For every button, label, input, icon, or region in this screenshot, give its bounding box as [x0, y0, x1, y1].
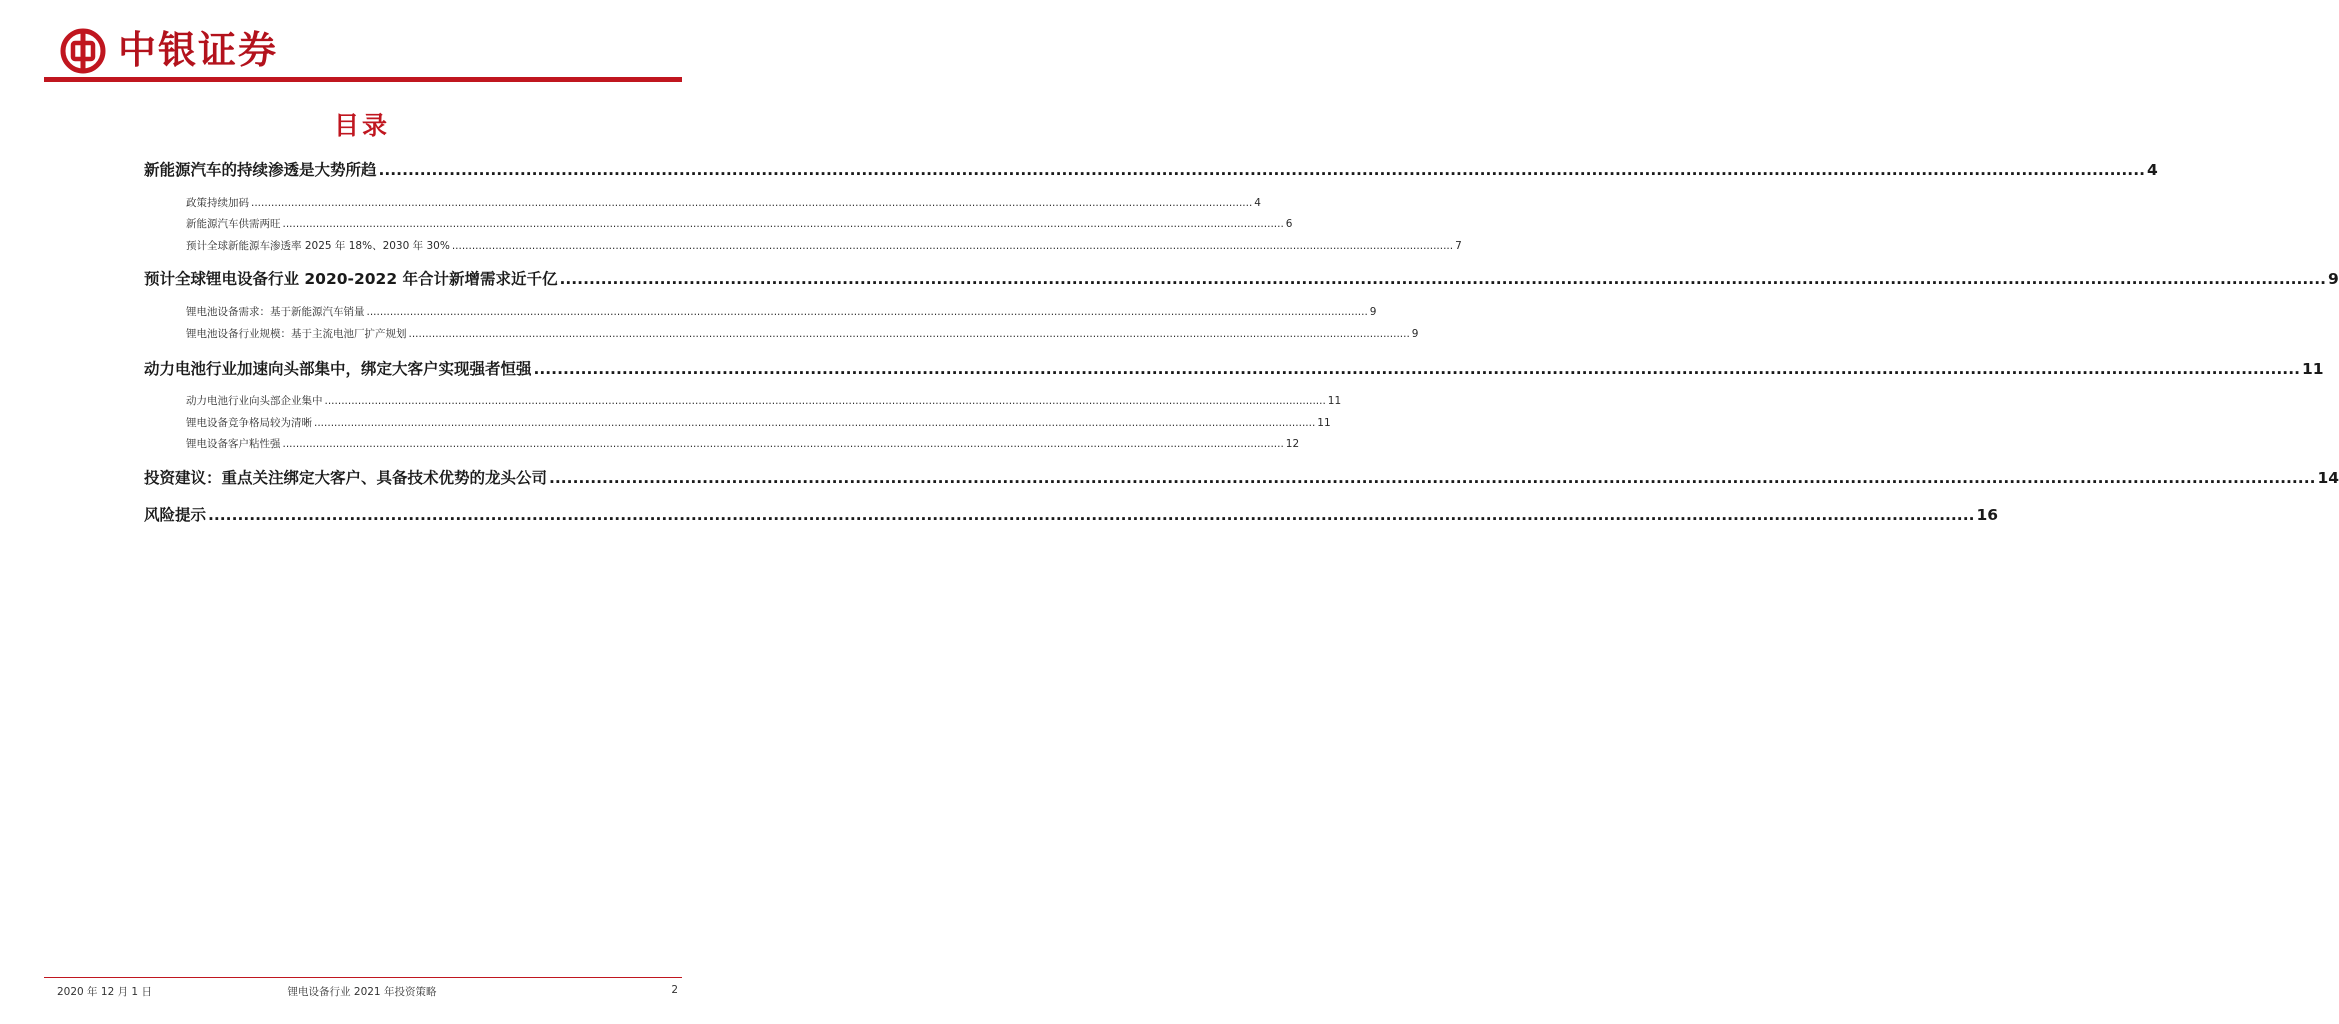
- brand-name: 中银证券: [118, 27, 279, 72]
- toc-entry[interactable]: [186, 238, 1462, 253]
- dot-leader: ............................................................................................................................................................................................................................................................................................................: [324, 395, 1326, 407]
- dot-leader: ............................................................................................................................................................................................................................................................................................................: [208, 506, 1975, 524]
- dot-leader: ............................................................................................................................................................................................................................................................................................................: [366, 306, 1368, 318]
- toc-entry-page: 4: [2146, 161, 2158, 179]
- toc-entry[interactable]: [144, 357, 2324, 379]
- dot-leader: ............................................................................................................................................................................................................................................................................................................: [451, 240, 1454, 252]
- footer-rule: [44, 977, 682, 978]
- toc-entry-label: 投资建议：重点关注绑定大客户、具备技术优势的龙头公司: [144, 469, 548, 487]
- toc-entry-page: 7: [1455, 240, 1462, 252]
- toc-entry-label: 政策持续加码: [186, 197, 249, 209]
- toc-entry[interactable]: [144, 503, 1999, 525]
- toc-entry-page: 9: [1411, 328, 1419, 340]
- toc-entry-label: 锂电设备竞争格局较为清晰: [186, 417, 312, 429]
- toc-entry[interactable]: [186, 195, 1261, 210]
- toc-entry-page: 11: [2301, 360, 2324, 378]
- toc-entry-label: 新能源汽车的持续渗透是大势所趋: [144, 161, 377, 179]
- toc-entry[interactable]: [144, 267, 2339, 289]
- dot-leader: ............................................................................................................................................................................................................................................................................................................: [549, 469, 2316, 487]
- dot-leader: ............................................................................................................................................................................................................................................................................................................: [408, 328, 1410, 340]
- toc-entry-page: 11: [1327, 395, 1342, 407]
- toc-entry-page: 12: [1285, 438, 1300, 450]
- toc-entry[interactable]: [186, 304, 1377, 319]
- toc-entry-label: 风险提示: [144, 506, 207, 524]
- dot-leader: ............................................................................................................................................................................................................................................................................................................: [378, 161, 2145, 179]
- toc-entry[interactable]: [186, 326, 1419, 341]
- toc-entry-page: 4: [1254, 197, 1261, 209]
- footer-report-title: 锂电设备行业 2021 年投资策略: [287, 986, 437, 998]
- bank-of-china-logo-icon: [60, 28, 106, 74]
- toc-entry-page: 16: [1976, 506, 1999, 524]
- toc-entry-label: 预计全球新能源车渗透率 2025 年 18%、2030 年 30%: [186, 240, 450, 252]
- dot-leader: ............................................................................................................................................................................................................................................................................................................: [314, 417, 1316, 429]
- toc-entry[interactable]: [186, 415, 1331, 430]
- toc-entry-page: 11: [1317, 417, 1331, 429]
- dot-leader: ............................................................................................................................................................................................................................................................................................................: [282, 218, 1284, 230]
- toc-entry[interactable]: [186, 216, 1293, 231]
- toc-entry-page: 9: [2327, 270, 2339, 288]
- toc-entry-label: 锂电池设备行业规模：基于主流电池厂扩产规划: [186, 328, 407, 340]
- toc-entry-label: 锂电设备客户粘性强: [186, 438, 281, 450]
- footer-date: 2020 年 12 月 1 日: [57, 986, 152, 998]
- toc-entry-label: 锂电池设备需求：基于新能源汽车销量: [186, 306, 365, 318]
- toc-entry-label: 动力电池行业加速向头部集中，绑定大客户实现强者恒强: [144, 360, 532, 378]
- footer-page-number: 2: [671, 984, 678, 996]
- toc-entry[interactable]: [144, 466, 2339, 488]
- dot-leader: ............................................................................................................................................................................................................................................................................................................: [533, 360, 2300, 378]
- toc-entry-page: 6: [1285, 218, 1293, 230]
- toc-entry-page: 14: [2317, 469, 2339, 487]
- page-header: [0, 0, 724, 84]
- toc-entry-page: 9: [1369, 306, 1377, 318]
- toc-title: 目录: [333, 111, 390, 140]
- toc-entry-label: 新能源汽车供需两旺: [186, 218, 281, 230]
- toc-entry-label: 动力电池行业向头部企业集中: [186, 395, 323, 407]
- dot-leader: ............................................................................................................................................................................................................................................................................................................: [559, 270, 2326, 288]
- header-rule: [44, 77, 682, 82]
- toc-entry-label: 预计全球锂电设备行业 2020-2022 年合计新增需求近千亿: [144, 270, 558, 288]
- dot-leader: ............................................................................................................................................................................................................................................................................................................: [282, 438, 1284, 450]
- toc-entry[interactable]: [186, 436, 1300, 451]
- toc-entry[interactable]: [144, 158, 2158, 180]
- dot-leader: ............................................................................................................................................................................................................................................................................................................: [251, 197, 1253, 209]
- toc-entry[interactable]: [186, 393, 1342, 408]
